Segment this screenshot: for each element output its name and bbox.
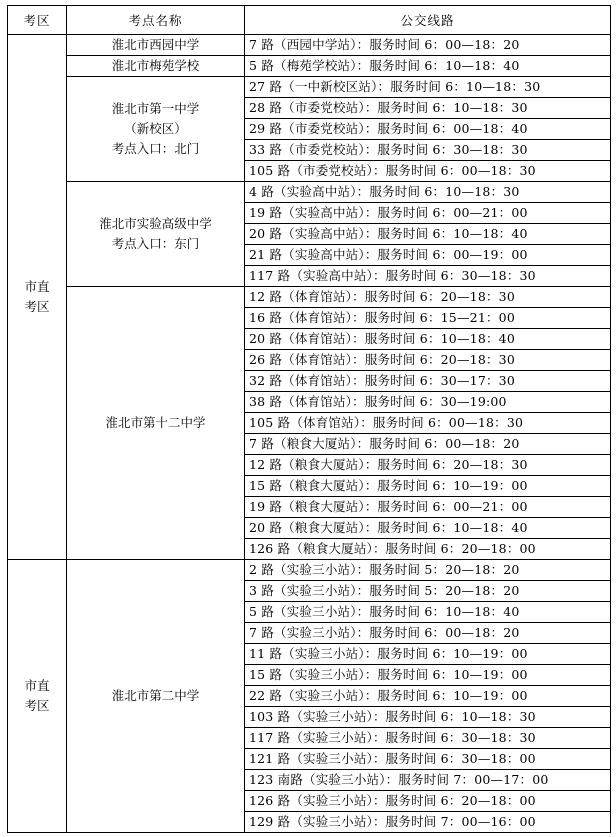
school-name: 淮北市第一中学 — [111, 101, 200, 116]
route-cell: 32 路（体育馆站）：服务时间 6：30—17：30 — [245, 371, 611, 392]
header-routes: 公交线路 — [245, 6, 611, 35]
school-name: 淮北市实验高级中学 — [99, 216, 212, 231]
school-cell — [67, 560, 245, 833]
route-cell: 20 路（体育馆站）：服务时间 6：10—18：40 — [245, 329, 611, 350]
route-cell: 38 路（体育馆站）：服务时间 6：30—19:00 — [245, 392, 611, 413]
route-cell: 117 路（实验三小站）：服务时间 6：30—18：30 — [245, 728, 611, 749]
school-name: （新校区） — [124, 121, 187, 136]
route-cell: 12 路（粮食大厦站）：服务时间 6：20—18：30 — [245, 455, 611, 476]
header-school: 考点名称 — [67, 6, 245, 35]
route-cell: 7 路（实验三小站）：服务时间 6：00—18：20 — [245, 623, 611, 644]
school-cell — [67, 77, 245, 182]
school-cell — [67, 56, 245, 77]
route-cell: 5 路（梅苑学校站）：服务时间 6：10—18：40 — [245, 56, 611, 77]
route-cell: 12 路（体育馆站）：服务时间 6：20—18：30 — [245, 287, 611, 308]
route-cell: 2 路（实验三小站）：服务时间 5：20—18：20 — [245, 560, 611, 581]
route-cell: 20 路（实验高中站）：服务时间 6：10—18：40 — [245, 224, 611, 245]
route-cell: 126 路（实验三小站）：服务时间 6：20—18：00 — [245, 791, 611, 812]
header-row — [8, 6, 611, 35]
route-cell: 7 路（西园中学站）：服务时间 6：00—18：20 — [245, 35, 611, 56]
route-cell: 7 路（粮食大厦站）：服务时间 6：00—18：20 — [245, 434, 611, 455]
route-cell: 4 路（实验高中站）：服务时间 6：10—18：30 — [245, 182, 611, 203]
header-district: 考区 — [8, 6, 67, 35]
school-name: 考点入口：北门 — [111, 141, 200, 156]
district-label: 市直 — [24, 678, 50, 693]
route-cell: 3 路（实验三小站）：服务时间 5：20—18：20 — [245, 581, 611, 602]
school-name: 淮北市西园中学 — [111, 37, 200, 52]
route-cell: 16 路（体育馆站）：服务时间 6：15—21：00 — [245, 308, 611, 329]
table-row — [8, 35, 611, 56]
table-row — [8, 560, 611, 581]
route-cell: 29 路（市委党校站）：服务时间 6：00—18：40 — [245, 119, 611, 140]
bus-route-table — [7, 5, 611, 833]
route-cell: 33 路（市委党校站）：服务时间 6：30—18：30 — [245, 140, 611, 161]
route-cell: 15 路（实验三小站）：服务时间 6：10—19：00 — [245, 665, 611, 686]
route-cell: 28 路（市委党校站）：服务时间 6：10—18：30 — [245, 98, 611, 119]
route-cell: 5 路（实验三小站）：服务时间 6：10—18：40 — [245, 602, 611, 623]
school-name: 淮北市第二中学 — [111, 688, 200, 703]
school-name: 淮北市梅苑学校 — [111, 58, 200, 73]
table-body — [8, 35, 611, 833]
route-cell: 26 路（体育馆站）：服务时间 6：20—18：30 — [245, 350, 611, 371]
route-cell: 123 南路（实验三小站）：服务时间 7：00—17：00 — [245, 770, 611, 791]
route-cell: 22 路（实验三小站）：服务时间 6：10—19：00 — [245, 686, 611, 707]
district-cell — [8, 560, 67, 833]
route-cell: 103 路（实验三小站）：服务时间 6：10—18：30 — [245, 707, 611, 728]
route-cell: 20 路（粮食大厦站）：服务时间 6：10—18：40 — [245, 518, 611, 539]
route-cell: 21 路（实验高中站）：服务时间 6：00—19：00 — [245, 245, 611, 266]
district-label: 市直 — [24, 279, 50, 294]
route-cell: 27 路（一中新校区站）：服务时间 6：10—18：30 — [245, 77, 611, 98]
route-cell: 105 路（市委党校站）：服务时间 6：00—18：30 — [245, 161, 611, 182]
table-row — [8, 56, 611, 77]
route-cell: 117 路（实验高中站）：服务时间 6：30—18：30 — [245, 266, 611, 287]
school-cell — [67, 287, 245, 560]
route-cell: 121 路（实验三小站）：服务时间 6：30—18：00 — [245, 749, 611, 770]
route-cell: 15 路（粮食大厦站）：服务时间 6：10—19：00 — [245, 476, 611, 497]
table-row — [8, 77, 611, 98]
route-cell: 126 路（粮食大厦站）：服务时间 6：20—18：00 — [245, 539, 611, 560]
route-cell: 19 路（实验高中站）：服务时间 6：00—21：00 — [245, 203, 611, 224]
district-label: 考区 — [24, 698, 50, 713]
district-cell — [8, 35, 67, 560]
school-name: 淮北市第十二中学 — [105, 415, 206, 430]
school-cell — [67, 182, 245, 287]
route-cell: 105 路（体育馆站）：服务时间 6：00—18：30 — [245, 413, 611, 434]
table-row — [8, 182, 611, 203]
district-label: 考区 — [24, 299, 50, 314]
route-cell: 129 路（实验三小站）：服务时间 7：00—16：00 — [245, 812, 611, 833]
school-name: 考点入口：东门 — [111, 236, 200, 251]
route-cell: 19 路（粮食大厦站）：服务时间 6：00—21：00 — [245, 497, 611, 518]
school-cell — [67, 35, 245, 56]
route-cell: 11 路（实验三小站）：服务时间 6：10—19：00 — [245, 644, 611, 665]
table-row — [8, 287, 611, 308]
